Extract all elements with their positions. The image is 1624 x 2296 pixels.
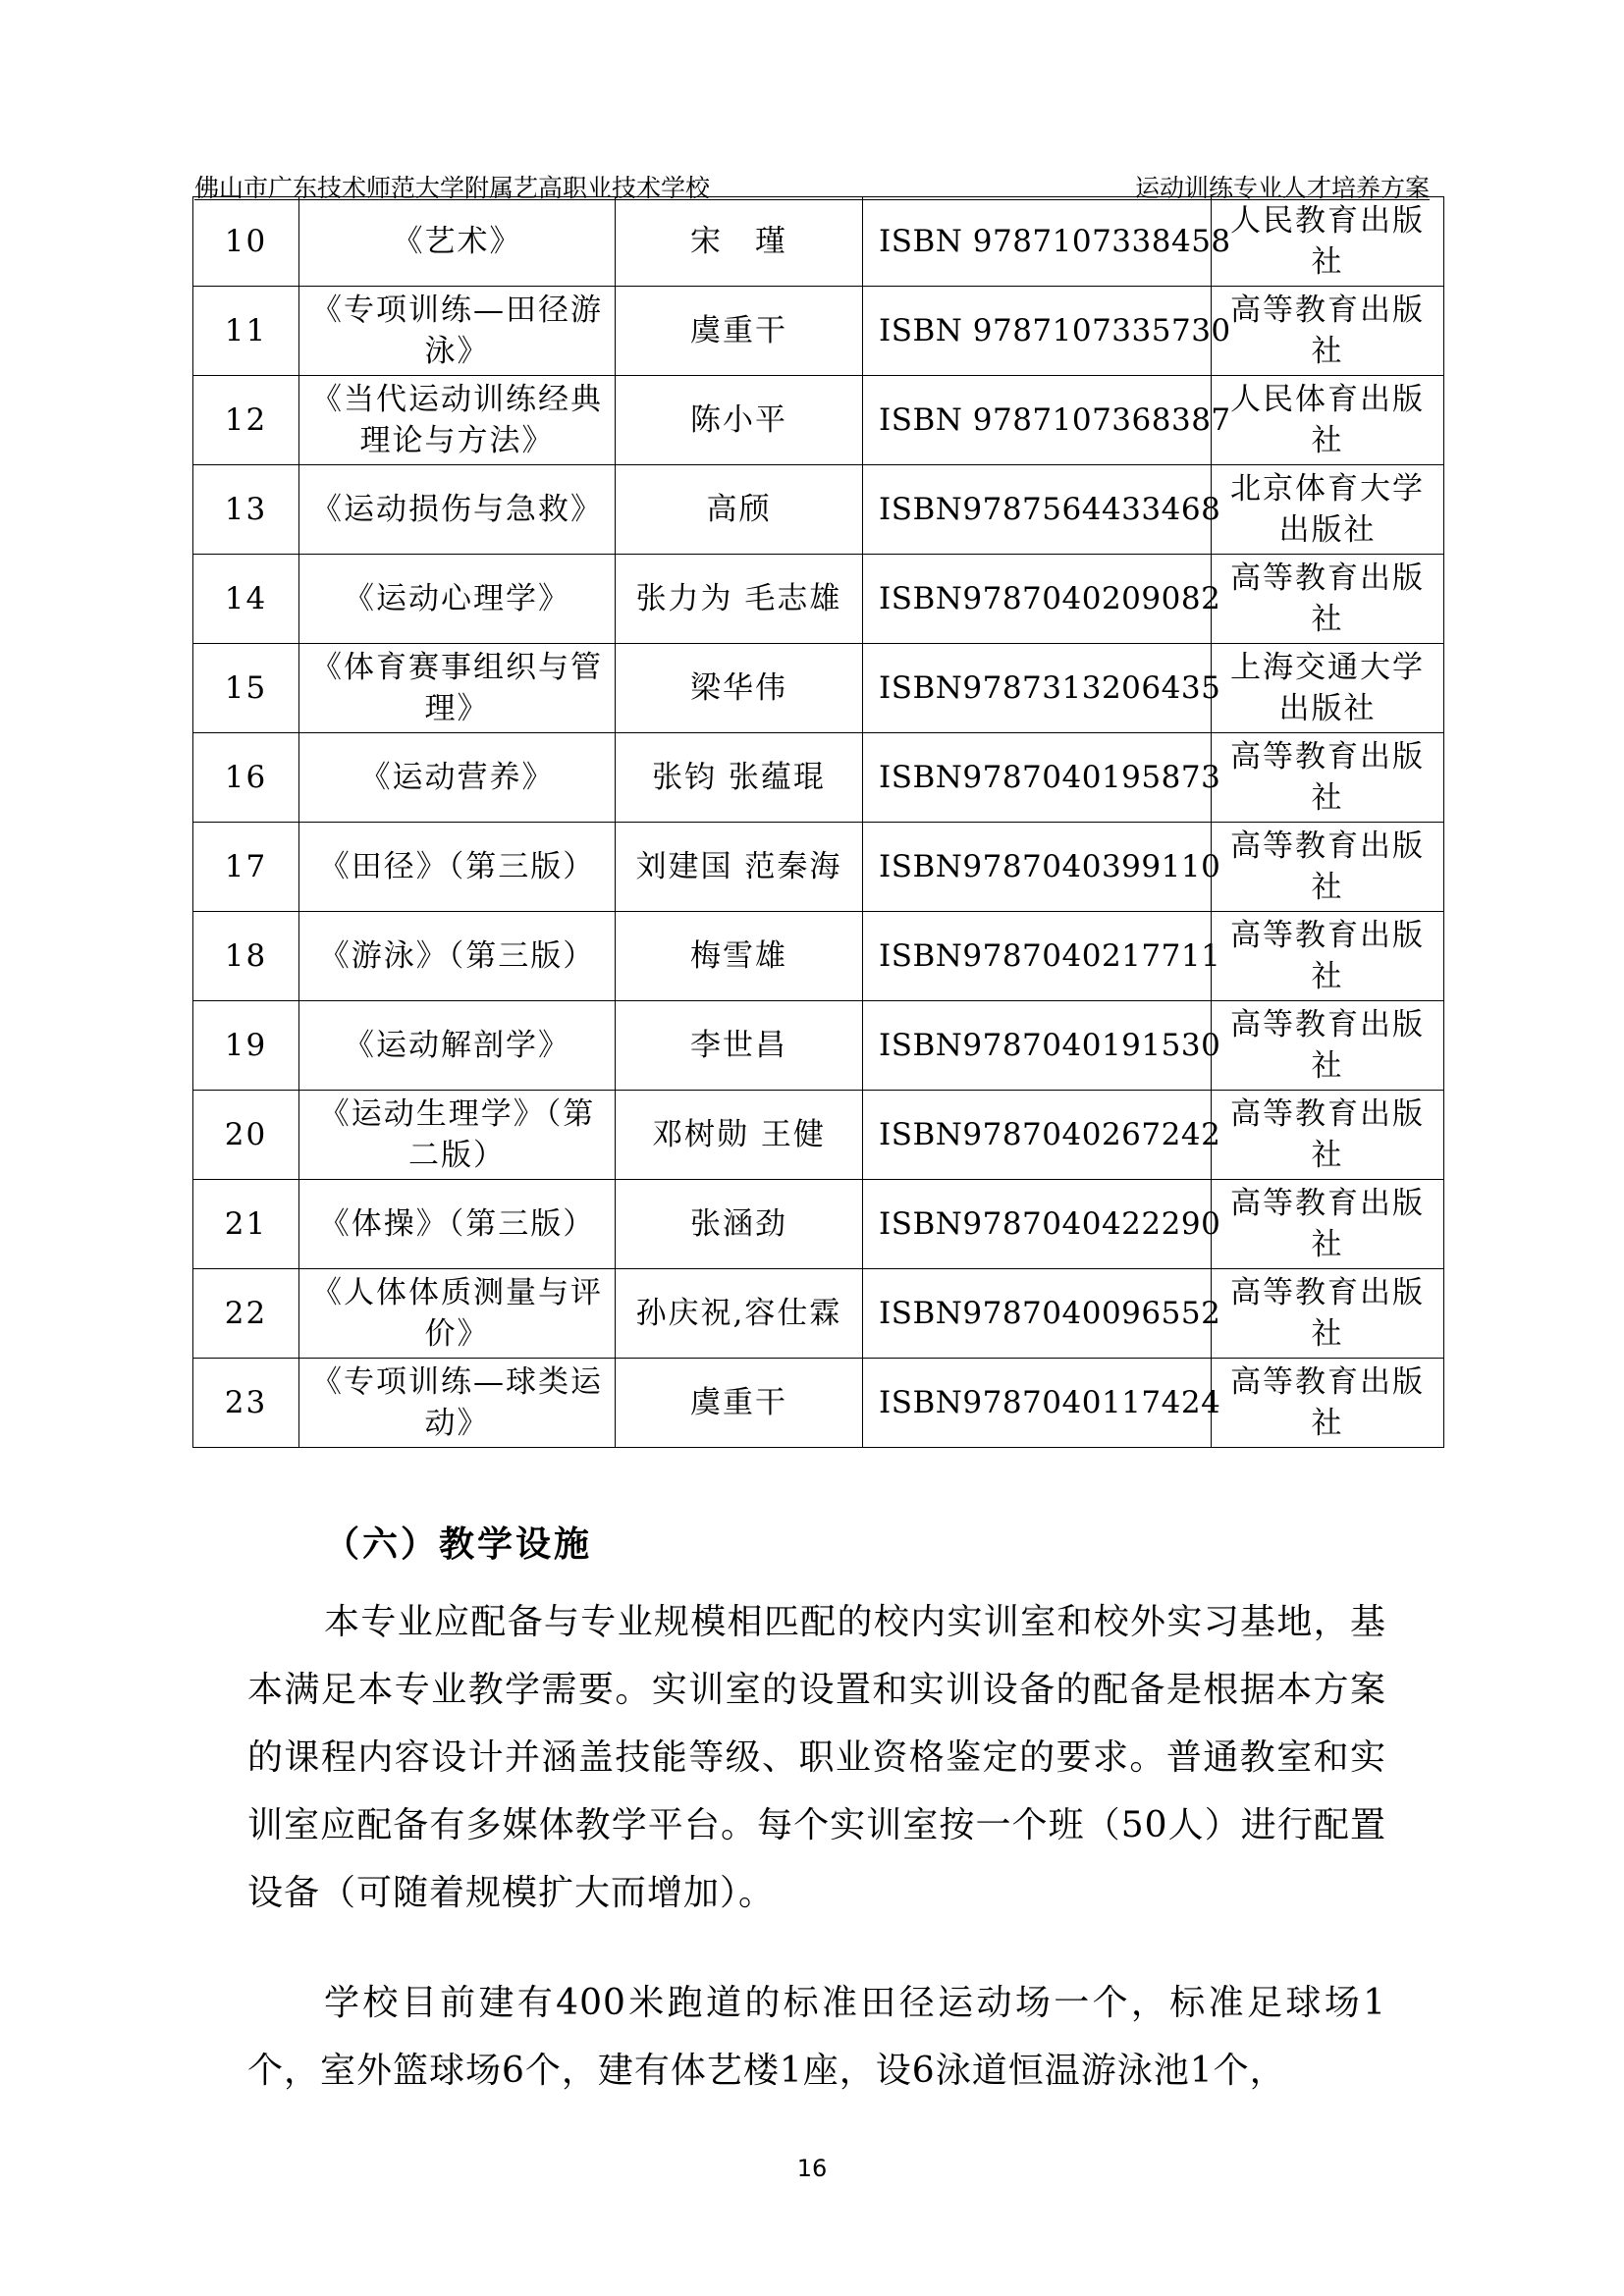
isbn-cell: ISBN 9787107368387	[863, 376, 1212, 465]
author-cell: 宋 瑾	[616, 197, 863, 287]
table-row	[193, 1359, 1444, 1448]
table-row	[193, 376, 1444, 465]
book-title-cell: 《游泳》（第三版）	[299, 912, 616, 1001]
isbn-cell: ISBN9787040422290	[863, 1180, 1212, 1269]
author-cell: 张钧 张蕴琨	[616, 733, 863, 823]
publisher-cell: 高等教育出版社	[1212, 1359, 1444, 1448]
row-number-cell: 10	[193, 197, 299, 287]
table-row	[193, 1269, 1444, 1359]
isbn-cell: ISBN 9787107335730	[863, 287, 1212, 376]
publisher-cell: 高等教育出版社	[1212, 1180, 1444, 1269]
isbn-cell: ISBN9787040399110	[863, 823, 1212, 912]
publisher-cell: 人民教育出版社	[1212, 197, 1444, 287]
publisher-cell: 北京体育大学出版社	[1212, 465, 1444, 555]
author-cell: 梅雪雄	[616, 912, 863, 1001]
row-number-cell: 15	[193, 644, 299, 733]
section-paragraph: 本专业应配备与专业规模相匹配的校内实训室和校外实习基地，基本满足本专业教学需要。实训室的设置和实训设备的配备是根据本方案的课程内容设计并涵盖技能等级、职业资格鉴定的要求。普通教室和实训室应配备有多媒体教学平台。每个实训室按一个班（50人）进行配置设备（可随着规模扩大而增加）。	[247, 1602, 1386, 1913]
publisher-cell: 高等教育出版社	[1212, 1269, 1444, 1359]
row-number-cell: 14	[193, 555, 299, 644]
header-document-title: 运动训练专业人才培养方案	[1134, 174, 1430, 202]
book-title-cell: 《专项训练—球类运动》	[299, 1359, 616, 1448]
table-row	[193, 733, 1444, 823]
table-row	[193, 912, 1444, 1001]
textbook-table	[192, 196, 1444, 1448]
author-cell: 陈小平	[616, 376, 863, 465]
table-row	[193, 823, 1444, 912]
book-title-cell: 《专项训练—田径游泳》	[299, 287, 616, 376]
publisher-cell: 高等教育出版社	[1212, 287, 1444, 376]
isbn-cell: ISBN9787040209082	[863, 555, 1212, 644]
author-cell: 刘建国 范秦海	[616, 823, 863, 912]
isbn-cell: ISBN 9787107338458	[863, 197, 1212, 287]
author-cell: 邓树勋 王健	[616, 1091, 863, 1180]
author-cell: 孙庆祝,容仕霖	[616, 1269, 863, 1359]
textbook-table-body	[193, 197, 1444, 1448]
author-cell: 李世昌	[616, 1001, 863, 1091]
book-title-cell: 《运动营养》	[299, 733, 616, 823]
row-number-cell: 11	[193, 287, 299, 376]
book-title-cell: 《当代运动训练经典理论与方法》	[299, 376, 616, 465]
isbn-cell: ISBN9787040195873	[863, 733, 1212, 823]
author-cell: 梁华伟	[616, 644, 863, 733]
table-row	[193, 287, 1444, 376]
row-number-cell: 23	[193, 1359, 299, 1448]
isbn-cell: ISBN9787040217711	[863, 912, 1212, 1001]
author-cell: 高颀	[616, 465, 863, 555]
book-title-cell: 《艺术》	[299, 197, 616, 287]
book-title-cell: 《田径》（第三版）	[299, 823, 616, 912]
table-row	[193, 1180, 1444, 1269]
publisher-cell: 高等教育出版社	[1212, 1001, 1444, 1091]
header-school-name: 佛山市广东技术师范大学附属艺高职业技术学校	[194, 174, 711, 202]
isbn-cell: ISBN9787040267242	[863, 1091, 1212, 1180]
publisher-cell: 高等教育出版社	[1212, 733, 1444, 823]
book-title-cell: 《运动心理学》	[299, 555, 616, 644]
author-cell: 虞重干	[616, 1359, 863, 1448]
row-number-cell: 18	[193, 912, 299, 1001]
page-number: 16	[796, 2155, 828, 2182]
table-row	[193, 555, 1444, 644]
table-row	[193, 1001, 1444, 1091]
row-number-cell: 20	[193, 1091, 299, 1180]
table-row	[193, 465, 1444, 555]
author-cell: 张力为 毛志雄	[616, 555, 863, 644]
book-title-cell: 《运动损伤与急救》	[299, 465, 616, 555]
isbn-cell: ISBN9787313206435	[863, 644, 1212, 733]
section-heading: （六）教学设施	[324, 1523, 593, 1565]
row-number-cell: 16	[193, 733, 299, 823]
row-number-cell: 13	[193, 465, 299, 555]
book-title-cell: 《体育赛事组织与管理》	[299, 644, 616, 733]
table-row	[193, 1091, 1444, 1180]
book-title-cell: 《运动解剖学》	[299, 1001, 616, 1091]
publisher-cell: 高等教育出版社	[1212, 555, 1444, 644]
publisher-cell: 高等教育出版社	[1212, 823, 1444, 912]
section-paragraph: 学校目前建有400米跑道的标准田径运动场一个，标准足球场1个，室外篮球场6个，建有体艺楼1座，设6泳道恒温游泳池1个，	[247, 1983, 1386, 2091]
page-header	[194, 161, 1430, 200]
isbn-cell: ISBN9787564433468	[863, 465, 1212, 555]
row-number-cell: 21	[193, 1180, 299, 1269]
isbn-cell: ISBN9787040191530	[863, 1001, 1212, 1091]
publisher-cell: 人民体育出版社	[1212, 376, 1444, 465]
table-row	[193, 644, 1444, 733]
table-row	[193, 197, 1444, 287]
author-cell: 虞重干	[616, 287, 863, 376]
author-cell: 张涵劲	[616, 1180, 863, 1269]
isbn-cell: ISBN9787040096552	[863, 1269, 1212, 1359]
book-title-cell: 《体操》（第三版）	[299, 1180, 616, 1269]
row-number-cell: 22	[193, 1269, 299, 1359]
isbn-cell: ISBN9787040117424	[863, 1359, 1212, 1448]
row-number-cell: 19	[193, 1001, 299, 1091]
publisher-cell: 高等教育出版社	[1212, 912, 1444, 1001]
row-number-cell: 17	[193, 823, 299, 912]
book-title-cell: 《运动生理学》（第二版）	[299, 1091, 616, 1180]
row-number-cell: 12	[193, 376, 299, 465]
publisher-cell: 上海交通大学出版社	[1212, 644, 1444, 733]
publisher-cell: 高等教育出版社	[1212, 1091, 1444, 1180]
book-title-cell: 《人体体质测量与评价》	[299, 1269, 616, 1359]
